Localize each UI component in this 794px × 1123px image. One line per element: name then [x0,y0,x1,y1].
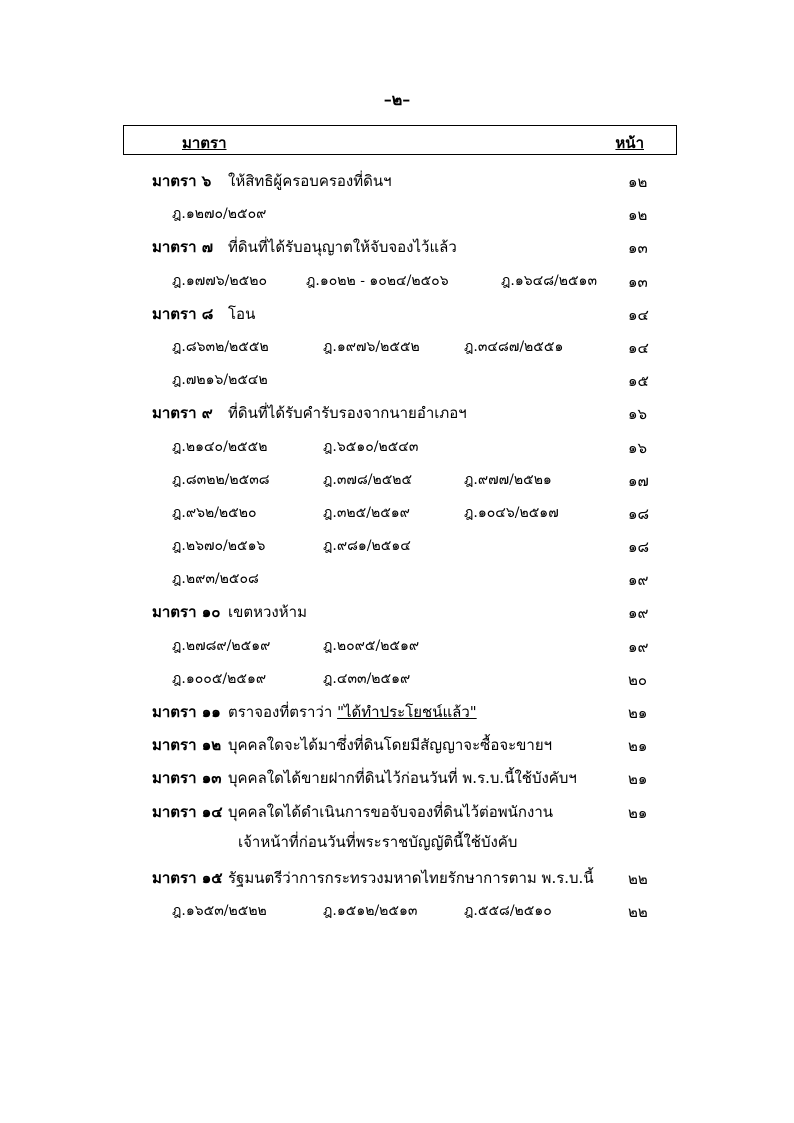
case-reference: ฎ.๕๕๘/๒๕๑๐ [464,903,552,920]
page-ref: ๑๙ [628,571,649,590]
case-reference: ฎ.๑๙๗๖/๒๕๕๒ [323,338,420,355]
case-reference-row [0,896,794,929]
page-ref: ๑๙ [628,604,649,623]
section-title [228,733,552,757]
case-reference: ฎ.๒๑๔๐/๒๕๕๒ [172,438,268,455]
case-reference: ฎ.๓๗๘/๒๕๒๕ [323,471,413,488]
page-ref: ๑๗ [628,471,649,490]
section-title [228,800,553,824]
section-row [0,398,794,431]
section-row [0,232,794,265]
page-ref: ๑๔ [628,305,649,324]
section-label: มาตรา ๘ [152,304,214,323]
section-row [0,597,794,630]
case-reference: ฎ.๑๖๔๘/๒๕๑๓ [501,272,598,289]
case-reference: ฎ.๒๗๘๙/๒๕๑๙ [172,637,271,654]
section-title-text: ให้สิทธิผู้ครอบครองที่ดินฯ [228,172,392,190]
case-reference-row [0,465,794,498]
case-reference-row [0,332,794,365]
section-label: มาตรา ๑๒ [152,736,222,755]
section-row [0,697,794,730]
case-reference-row [0,498,794,531]
section-label: มาตรา ๖ [152,172,212,190]
page-ref: ๑๘ [628,538,650,557]
section-label: มาตรา ๑๔ [152,802,223,821]
page-ref: ๑๖ [628,438,648,457]
case-reference-row [0,531,794,564]
toc-header [123,125,677,155]
section-title-text: ตราจองที่ตราว่า [228,703,338,721]
case-reference-row [0,432,794,465]
case-reference-row [0,266,794,299]
section-title-continuation-row [0,830,794,863]
page-ref: ๒๒ [628,903,648,922]
page-ref: ๑๖ [628,405,648,424]
case-reference: ฎ.๙๗๗/๒๕๒๑ [464,471,552,488]
page-ref: ๒๑ [628,770,648,789]
case-reference: ฎ.๑๖๕๓/๒๕๒๒ [172,903,267,920]
page-ref: ๑๓ [628,272,648,291]
section-title-text: บุคคลใดได้ดำเนินการขอจับจองที่ดินไว้ต่อพนักงาน [228,802,554,821]
section-title-text: บุคคลใดจะได้มาซึ่งที่ดินโดยมีสัญญาจะซื้อจะขายฯ [228,736,553,755]
case-reference: ฎ.๖๕๑๐/๒๕๔๓ [323,438,419,455]
section-title [228,401,467,425]
case-reference: ฎ.๑๐๒๒ - ๑๐๒๔/๒๕๐๖ [306,272,449,289]
case-reference-row [0,199,794,232]
section-title [228,600,307,624]
page-ref: ๑๙ [628,637,649,656]
case-reference: ฎ.๑๕๑๒/๒๕๑๓ [323,903,418,920]
section-label: มาตรา ๑๐ [152,603,221,622]
case-reference: ฎ.๙๘๑/๒๕๑๔ [323,538,411,555]
case-reference: ฎ.๘๓๒๒/๒๕๓๘ [172,471,270,488]
case-reference-row [0,564,794,597]
section-title-quote: "ได้ทำประโยชน์แล้ว" [337,703,477,721]
page-ref: ๑๘ [628,504,650,523]
case-reference: ฎ.๘๖๓๒/๒๕๕๒ [172,338,269,355]
case-reference: ฎ.๔๓๓/๒๕๑๙ [323,670,411,687]
case-reference: ฎ.๙๖๒/๒๕๒๐ [172,504,257,521]
page-ref: ๒๑ [628,803,648,822]
page-ref: ๑๕ [628,372,649,391]
header-page-label: หน้า [615,134,644,152]
case-reference: ฎ.๒๖๗๐/๒๕๑๖ [172,538,266,555]
page-ref: ๑๒ [628,173,648,191]
section-label: มาตรา ๗ [152,238,214,257]
page-ref: ๑๔ [628,338,649,357]
section-title-text: เขตหวงห้าม [228,603,307,622]
case-reference-row [0,631,794,664]
section-row [0,763,794,796]
page-ref: ๒๑ [628,704,648,722]
section-row [0,299,794,332]
page-ref: ๒๒ [628,869,648,888]
section-title [228,169,392,193]
section-label: มาตรา ๑๓ [152,769,222,788]
section-title-text: ที่ดินที่ได้รับคำรับรองจากนายอำเภอฯ [228,404,467,423]
page-ref: ๒๐ [628,670,648,689]
case-reference: ฎ.๑๒๗๐/๒๕๐๙ [172,206,267,223]
case-reference: ฎ.๒๐๙๕/๒๕๑๙ [323,637,420,654]
section-label: มาตรา ๑๕ [152,868,223,887]
case-reference: ฎ.๓๔๘๗/๒๕๕๑ [464,338,564,355]
case-reference-row [0,664,794,697]
section-row [0,863,794,896]
case-reference: ฎ.๑๗๗๖/๒๕๒๐ [172,272,267,289]
case-reference: ฎ.๗๒๑๖/๒๕๔๒ [172,372,268,389]
section-title [228,700,477,724]
section-title [228,866,594,890]
section-row [0,166,794,199]
page-number: –๒– [383,90,411,109]
page-ref: ๑๒ [628,206,648,225]
section-label: มาตรา ๙ [152,404,213,423]
case-reference-row [0,365,794,398]
case-reference: ฎ.๒๙๓/๒๕๐๘ [172,571,259,588]
section-row [0,797,794,830]
section-title-text: โอน [228,304,256,323]
header-section-label: มาตรา [182,134,227,152]
section-row [0,730,794,763]
case-reference: ฎ.๓๒๕/๒๕๑๙ [323,504,410,521]
section-title-text: บุคคลใดได้ขายฝากที่ดินไว้ก่อนวันที่ พ.ร.บ.นี้ใช้บังคับฯ [228,769,577,788]
table-of-contents [0,166,794,929]
section-title [228,766,577,790]
section-label: มาตรา ๑๑ [152,703,221,721]
case-reference: ฎ.๑๐๐๕/๒๕๑๙ [172,670,267,687]
section-title [228,235,457,259]
page-ref: ๒๑ [628,737,648,756]
case-reference: ฎ.๑๐๔๖/๒๕๑๗ [464,504,559,521]
section-title-text: ที่ดินที่ได้รับอนุญาตให้จับจองไว้แล้ว [228,238,457,257]
section-title [228,302,255,326]
section-title-continuation: เจ้าหน้าที่ก่อนวันที่พระราชบัญญัตินี้ใช้บังคับ [238,832,518,851]
page-ref: ๑๓ [628,239,648,258]
section-title-text: รัฐมนตรีว่าการกระทรวงมหาดไทยรักษาการตาม พ.ร.บ.นี้ [228,868,594,887]
